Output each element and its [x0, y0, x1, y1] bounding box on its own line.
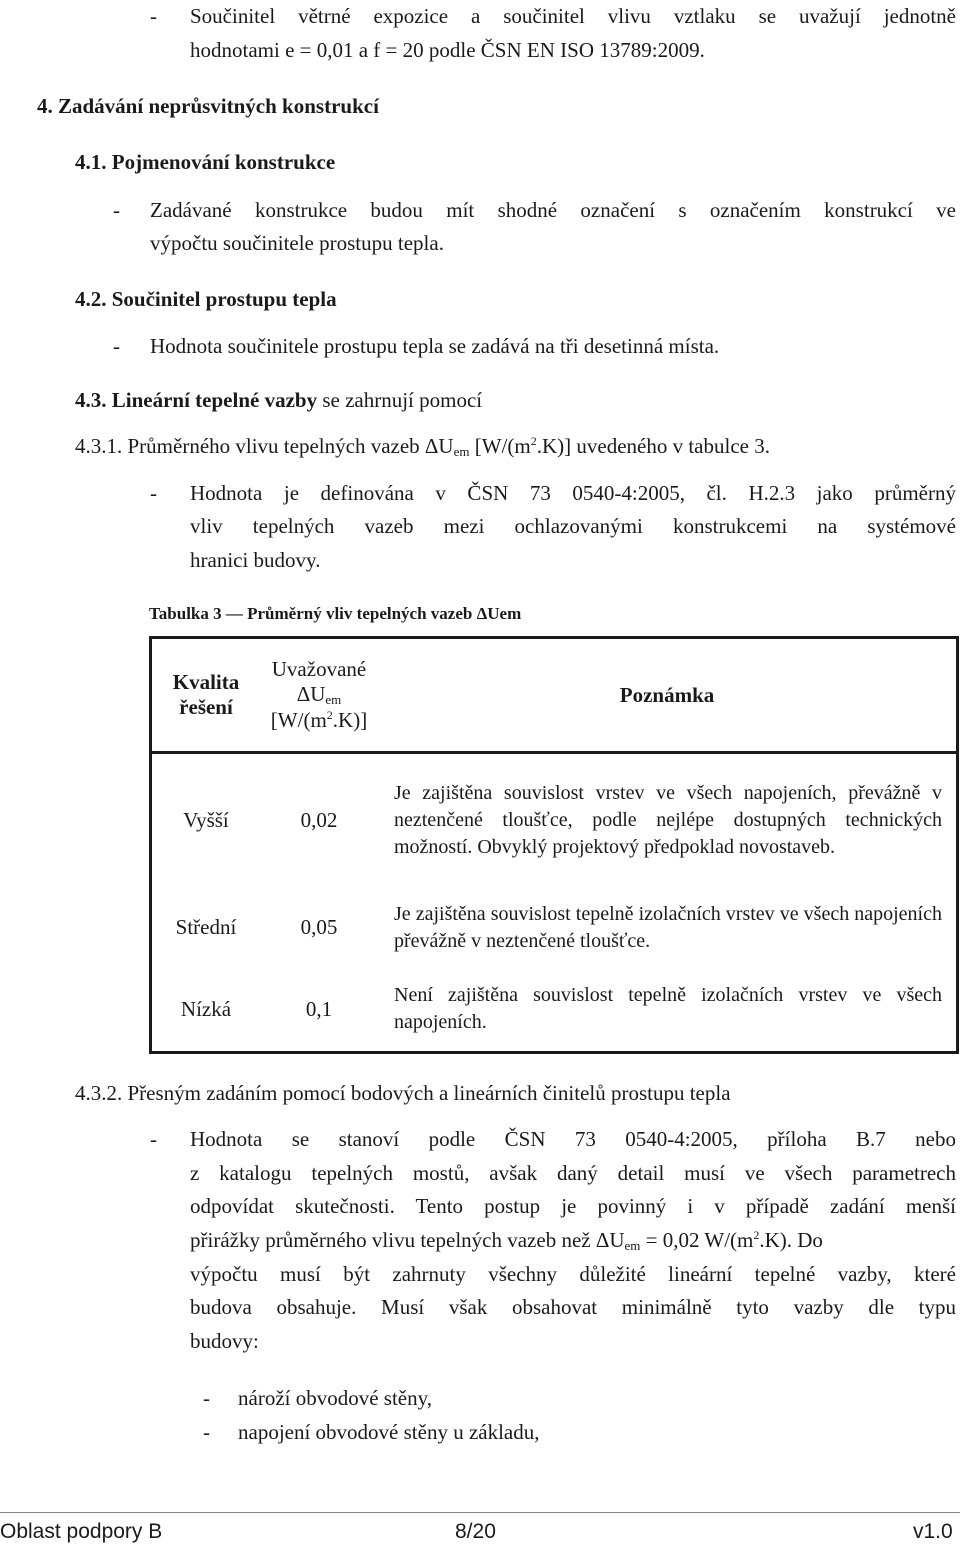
- section-4-3-1-line-2: vliv tepelných vazeb mezi ochlazovanými konstrukcemi na systémové: [190, 514, 956, 538]
- header-value-line-1: Uvažované: [271, 657, 367, 681]
- subscript-em: em: [624, 1238, 641, 1253]
- section-4-3-2-line-6: budova obsahuje. Musí však obsahovat minimálně tyto vazby dle typu: [190, 1295, 956, 1319]
- unit-part: [W/(m: [469, 434, 531, 458]
- table: [149, 636, 959, 1054]
- cell-note: Není zajištěna souvislost tepelně izolačních vrstev ve všech napojeních.: [394, 984, 942, 1034]
- section-4-3-1-line-1: Hodnota je definována v ČSN 73 0540-4:2005, čl. H.2.3 jako průměrný: [190, 481, 956, 505]
- section-4-3-2-heading: 4.3.2. Přesným zadáním pomocí bodových a lineárních činitelů prostupu tepla: [75, 1081, 731, 1105]
- table-row: [151, 753, 958, 888]
- bullet-dash: -: [150, 4, 157, 28]
- section-4-3-1-prefix: 4.3.1. Průměrného vlivu tepelných vazeb: [75, 434, 425, 458]
- section-4-3-1-line-3: hranici budovy.: [190, 548, 321, 572]
- list-item: nároží obvodové stěny,: [238, 1386, 433, 1410]
- section-4-3-1-suffix: .K)] uvedeného v tabulce 3.: [536, 434, 770, 458]
- bullet-dash: -: [203, 1420, 210, 1444]
- section-4-heading: 4. Zadávání neprůsvitných konstrukcí: [37, 94, 379, 118]
- table-caption: Tabulka 3 — Průměrný vliv tepelných vazeb ΔUem: [149, 604, 522, 623]
- header-value-sup: 2: [326, 708, 333, 722]
- footer-version: v1.0: [913, 1520, 953, 1543]
- bullet-dash: -: [113, 198, 120, 222]
- footer-divider: [0, 1512, 960, 1513]
- subscript-em: em: [453, 444, 470, 459]
- line-4-mid: = 0,02 W/(m: [640, 1228, 754, 1252]
- superscript-2: 2: [530, 434, 537, 448]
- section-4-3-1-heading: [75, 434, 770, 460]
- section-4-3-2-line-3: odpovídat skutečnosti. Tento postup je povinný i v případě zadání menší: [190, 1194, 956, 1218]
- section-4-3-heading-bold: 4.3. Lineární tepelné vazby: [75, 388, 318, 412]
- cell-quality: Nízká: [180, 996, 232, 1021]
- table-row: [151, 968, 958, 1053]
- bullet-dash: -: [150, 481, 157, 505]
- cell-quality: Střední: [175, 915, 237, 939]
- section-4-3-2-line-2: z katalogu tepelných mostů, avšak daný detail musí ve všech parametrech: [190, 1161, 956, 1185]
- cell-note: Je zajištěna souvislost vrstev ve všech napojeních, převážně v neztenčené tloušťce, podle nejlépe dostupných technických možností. Obvyklý projektový předpoklad novostaveb.: [394, 782, 942, 859]
- header-value-delta: ΔU: [296, 682, 326, 706]
- section-4-3-heading-rest: se zahrnují pomocí: [317, 388, 483, 412]
- intro-line-1: Součinitel větrné expozice a součinitel vlivu vztlaku se uvažují jednotně: [190, 4, 956, 28]
- header-quality: [151, 638, 261, 753]
- table-header-row: [151, 638, 958, 753]
- superscript-2: 2: [753, 1228, 760, 1242]
- cell-value: 0,1: [305, 996, 333, 1021]
- cell-quality: Vyšší: [183, 808, 229, 833]
- section-4-3-2-line-7: budovy:: [190, 1329, 259, 1353]
- section-4-2-line: Hodnota součinitele prostupu tepla se zadává na tři desetinná místa.: [150, 334, 720, 358]
- line-4-post: .K). Do: [759, 1228, 823, 1252]
- bullet-dash: -: [203, 1386, 210, 1410]
- section-4-1-heading: 4.1. Pojmenování konstrukce: [75, 150, 336, 174]
- delta-symbol: Δ: [424, 434, 439, 458]
- section-4-3-2-line-4: [190, 1228, 823, 1254]
- header-value-unit-pre: [W/(m: [270, 708, 327, 732]
- u-symbol: U: [438, 434, 454, 458]
- section-4-1-line-1: Zadávané konstrukce budou mít shodné označení s označením konstrukcí ve: [150, 198, 956, 222]
- header-quality-line-2: řešení: [179, 695, 233, 719]
- section-4-3-2-line-1: Hodnota se stanoví podle ČSN 73 0540-4:2005, příloha B.7 nebo: [190, 1127, 956, 1151]
- section-4-3-2-line-5: výpočtu musí být zahrnuty všechny důležité lineární tepelné vazby, které: [190, 1262, 956, 1286]
- cell-note: Je zajištěna souvislost tepelně izolačních vrstev ve všech napojeních převážně v neztenčené tloušťce.: [394, 902, 942, 952]
- cell-value: 0,02: [300, 808, 338, 833]
- list-item: napojení obvodové stěny u základu,: [238, 1420, 540, 1444]
- section-4-3-heading: [75, 388, 482, 413]
- section-4-1-line-2: výpočtu součinitele prostupu tepla.: [150, 231, 444, 255]
- intro-line-2: hodnotami e = 0,01 a f = 20 podle ČSN EN ISO 13789:2009.: [190, 38, 705, 62]
- section-4-2-heading: 4.2. Součinitel prostupu tepla: [75, 287, 337, 311]
- header-value-unit-post: .K)]: [332, 708, 368, 732]
- header-value-sub: em: [325, 692, 342, 707]
- line-4-pre: přirážky průměrného vlivu tepelných vazeb než: [190, 1228, 596, 1252]
- header-quality-line-1: Kvalita: [172, 670, 240, 694]
- cell-value: 0,05: [300, 915, 338, 939]
- table-row: [151, 888, 958, 968]
- page-number: 8/20: [455, 1520, 496, 1543]
- bullet-dash: -: [113, 334, 120, 358]
- header-value: [260, 638, 378, 753]
- bullet-dash: -: [150, 1127, 157, 1151]
- footer-left: Oblast podpory B: [0, 1520, 163, 1543]
- delta-u: ΔU: [595, 1228, 625, 1252]
- header-note: Poznámka: [378, 638, 958, 753]
